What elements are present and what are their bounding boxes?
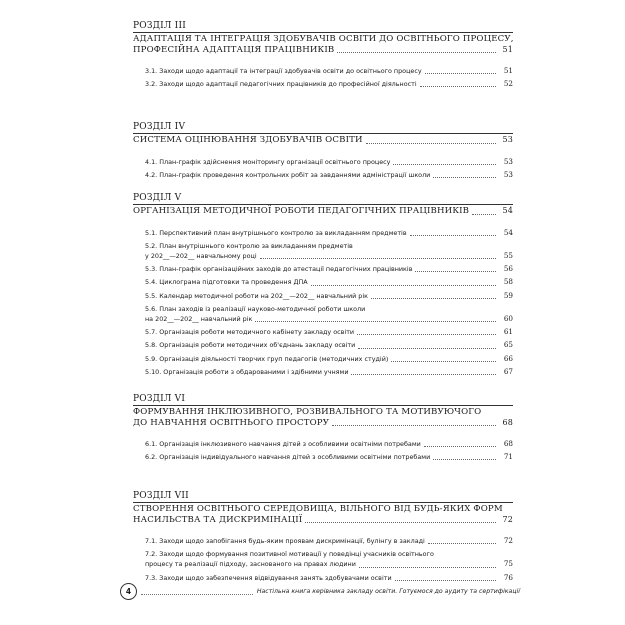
dot-leader — [358, 348, 496, 349]
section-title-row — [133, 515, 513, 526]
section-title-text: НАСИЛЬСТВА ТА ДИСКРИМІНАЦІЇ — [133, 514, 303, 525]
subsection-text: 3.2. Заходи щодо адаптації педагогічних працівників до професійної діяльності — [145, 80, 417, 89]
section-title — [133, 504, 513, 525]
subsection-entry — [145, 439, 513, 449]
subsection-entry — [145, 157, 513, 167]
section-number: РОЗДІЛ III — [133, 21, 186, 31]
dot-leader — [311, 285, 496, 286]
section-page-number: 53 — [502, 135, 513, 144]
subsection-page-number: 53 — [503, 156, 513, 166]
subsection-row — [145, 264, 513, 274]
subsection-text: 7.1. Заходи щодо запобігання будь-яким проявам дискримінації, булінгу в закладі — [145, 537, 425, 545]
dot-leader — [415, 271, 496, 272]
subsection-text: 5.9. Організація діяльності творчих груп педагогів (методичних студій) — [145, 354, 389, 363]
subsection-row — [145, 354, 513, 364]
dot-leader — [255, 321, 496, 322]
subsection-text: на 202__—202__ навчальний рік — [145, 314, 253, 323]
dot-leader — [359, 567, 496, 568]
subsection-text: 5.10. Організація роботи з обдарованими і здібними учнями — [145, 367, 349, 376]
dot-leader — [425, 73, 496, 74]
subsection-page-number: 58 — [503, 277, 513, 287]
subsection-page-number: 59 — [503, 290, 513, 300]
subsection-row — [145, 559, 513, 569]
subsection-entry — [145, 291, 513, 301]
subsection-page-number: 66 — [503, 353, 513, 363]
subsection-page-number: 76 — [503, 572, 513, 582]
section-number: РОЗДІЛ VI — [133, 394, 186, 404]
dot-leader — [433, 177, 496, 178]
dot-leader — [424, 446, 496, 447]
subsection-row — [145, 340, 513, 350]
subsection-page-number: 68 — [503, 439, 513, 448]
subsection-entry — [145, 228, 513, 238]
subsection-entry — [145, 79, 513, 89]
subsection-row — [145, 439, 513, 449]
subsection-text: 6.2. Організація індивідуального навчання дітей з особливими освітніми потребами — [145, 453, 431, 462]
dot-leader — [332, 425, 496, 426]
toc-section — [133, 491, 513, 583]
dot-leader — [393, 164, 496, 165]
subsection-entry — [145, 241, 513, 261]
subsection-row — [145, 291, 513, 301]
subsection-list — [145, 439, 513, 462]
dot-leader — [472, 214, 496, 215]
dot-leader — [410, 235, 496, 236]
section-title — [133, 135, 513, 146]
toc-section — [133, 193, 513, 377]
subsection-page-number: 71 — [503, 452, 513, 462]
subsection-list — [145, 66, 513, 89]
section-title — [133, 206, 513, 217]
subsection-text: 4.2. План-графік проведення контрольних робіт за завданнями адміністрації школи — [145, 170, 431, 179]
subsection-text: 7.2. Заходи щодо формування позитивної мотивації у поведінці учасників освітнього — [145, 550, 434, 559]
subsection-text: 5.1. Перспективний план внутрішнього контролю за викладанням предметів — [145, 228, 407, 237]
subsection-entry — [145, 340, 513, 350]
section-rule — [133, 133, 513, 134]
section-title — [133, 407, 513, 428]
subsection-row — [145, 251, 513, 261]
subsection-row — [145, 452, 513, 462]
section-title-text: СИСТЕМА ОЦІНЮВАННЯ ЗДОБУВАЧІВ ОСВІТИ — [133, 135, 363, 145]
subsection-page-number: 56 — [503, 264, 513, 274]
subsection-entry — [145, 277, 513, 287]
dot-leader — [395, 580, 496, 581]
subsection-row — [145, 170, 513, 180]
subsection-page-number: 54 — [503, 227, 513, 237]
footer-dot-leader — [141, 594, 253, 595]
dot-leader — [420, 86, 496, 87]
subsection-entry — [145, 66, 513, 76]
page-footer — [120, 582, 520, 600]
subsection-entry — [145, 327, 513, 337]
section-rule — [133, 502, 513, 503]
subsection-text: 4.1. План-графік здійснення моніторингу організації освітнього процесу — [145, 157, 391, 166]
section-title-text: ДО НАВЧАННЯ ОСВІТНЬОГО ПРОСТОРУ — [133, 417, 330, 428]
section-page-number: 54 — [502, 206, 513, 215]
subsection-text: у 202__—202__ навчальному році — [145, 251, 257, 260]
subsection-page-number: 51 — [503, 66, 513, 75]
dot-leader — [366, 143, 496, 144]
subsection-text: 5.7. Організація роботи методичного кабінету закладу освіти — [145, 328, 355, 337]
section-title-text: ПРОФЕСІЙНА АДАПТАЦІЯ ПРАЦІВНИКІВ — [133, 44, 335, 55]
section-title-row — [133, 135, 513, 146]
dot-leader — [428, 543, 496, 544]
subsection-row — [145, 367, 513, 377]
subsection-row — [145, 228, 513, 238]
subsection-page-number: 53 — [503, 169, 513, 179]
section-page-number: 51 — [502, 44, 513, 54]
dot-leader — [337, 52, 496, 53]
subsection-page-number: 72 — [503, 536, 513, 545]
subsection-text: 6.1. Організація інклюзивного навчання дітей з особливими освітніми потребами — [145, 440, 421, 448]
subsection-row — [145, 314, 513, 324]
dot-leader — [357, 334, 496, 335]
dot-leader — [371, 298, 496, 299]
section-title-row — [133, 418, 513, 429]
subsection-page-number: 65 — [503, 340, 513, 350]
subsection-text: 5.3. План-графік організаційних заходів до атестації педагогічних працівників — [145, 265, 413, 274]
section-title-text: СТВОРЕННЯ ОСВІТНЬОГО СЕРЕДОВИЩА, ВІЛЬНОГО ВІД БУДЬ-ЯКИХ ФОРМ — [133, 504, 503, 514]
subsection-text: процесу та реалізації підходу, заснованого на правах людини — [145, 560, 356, 569]
footer-book-title: Настільна книга керівника закладу освіти. Готуємося до аудиту та сертифікації — [256, 587, 520, 595]
dot-leader — [351, 374, 496, 375]
subsection-entry — [145, 452, 513, 462]
section-title-text: АДАПТАЦІЯ ТА ІНТЕГРАЦІЯ ЗДОБУВАЧІВ ОСВІТИ ДО ОСВІТНЬОГО ПРОЦЕСУ, — [133, 34, 514, 44]
subsection-text: 5.8. Організація роботи методичних об'єднань закладу освіти — [145, 341, 356, 350]
subsection-row — [145, 327, 513, 337]
subsection-row — [145, 277, 513, 287]
subsection-entry — [145, 170, 513, 180]
section-rule — [133, 405, 513, 406]
toc-section — [133, 394, 513, 462]
subsection-text: 3.1. Заходи щодо адаптації та інтеграції здобувачів освіти до освітнього процесу — [145, 67, 422, 75]
subsection-text: 5.2. План внутрішнього контролю за викладанням предметів — [145, 241, 353, 250]
dot-leader — [260, 258, 496, 259]
dot-leader — [391, 361, 496, 362]
subsection-list — [145, 228, 513, 377]
page-number-badge: 4 — [120, 583, 137, 600]
subsection-list — [145, 157, 513, 180]
dot-leader — [305, 522, 496, 523]
subsection-row — [145, 66, 513, 76]
subsection-entry — [145, 536, 513, 546]
subsection-text: 5.5. Календар методичної роботи на 202__—202__ навчальний рік — [145, 291, 368, 300]
subsection-entry — [145, 549, 513, 569]
subsection-text: 5.6. План заходів із реалізації науково-методичної роботи школи — [145, 304, 366, 313]
section-title — [133, 34, 513, 55]
subsection-row — [145, 79, 513, 89]
subsection-entry — [145, 354, 513, 364]
section-rule — [133, 32, 513, 33]
section-title-row — [133, 206, 513, 217]
subsection-page-number: 52 — [503, 79, 513, 89]
subsection-text: 7.3. Заходи щодо забезпечення відвідування занять здобувачами освіти — [145, 573, 392, 582]
subsection-row — [145, 536, 513, 546]
subsection-text: 5.4. Циклограма підготовки та проведення ДПА — [145, 278, 308, 287]
subsection-entry — [145, 367, 513, 377]
dot-leader — [433, 459, 496, 460]
toc-section — [133, 21, 513, 89]
subsection-list — [145, 536, 513, 583]
subsection-page-number: 75 — [503, 559, 513, 569]
section-title-row — [133, 45, 513, 56]
section-page-number: 68 — [502, 417, 513, 427]
subsection-page-number: 60 — [503, 313, 513, 323]
section-number: РОЗДІЛ VII — [133, 491, 189, 501]
section-title-text: ФОРМУВАННЯ ІНКЛЮЗИВНОГО, РОЗВИВАЛЬНОГО ТА МОТИВУЮЧОГО — [133, 407, 482, 417]
subsection-page-number: 67 — [503, 366, 513, 376]
subsection-entry — [145, 264, 513, 274]
section-page-number: 72 — [502, 514, 513, 524]
section-title-text: ОРГАНІЗАЦІЯ МЕТОДИЧНОЇ РОБОТИ ПЕДАГОГІЧНИХ ПРАЦІВНИКІВ — [133, 206, 470, 216]
section-number: РОЗДІЛ V — [133, 193, 182, 203]
subsection-page-number: 61 — [503, 327, 513, 337]
toc-section — [133, 122, 513, 180]
section-rule — [133, 204, 513, 205]
subsection-entry — [145, 304, 513, 324]
subsection-page-number: 55 — [503, 250, 513, 260]
subsection-row — [145, 157, 513, 167]
section-number: РОЗДІЛ IV — [133, 122, 186, 132]
